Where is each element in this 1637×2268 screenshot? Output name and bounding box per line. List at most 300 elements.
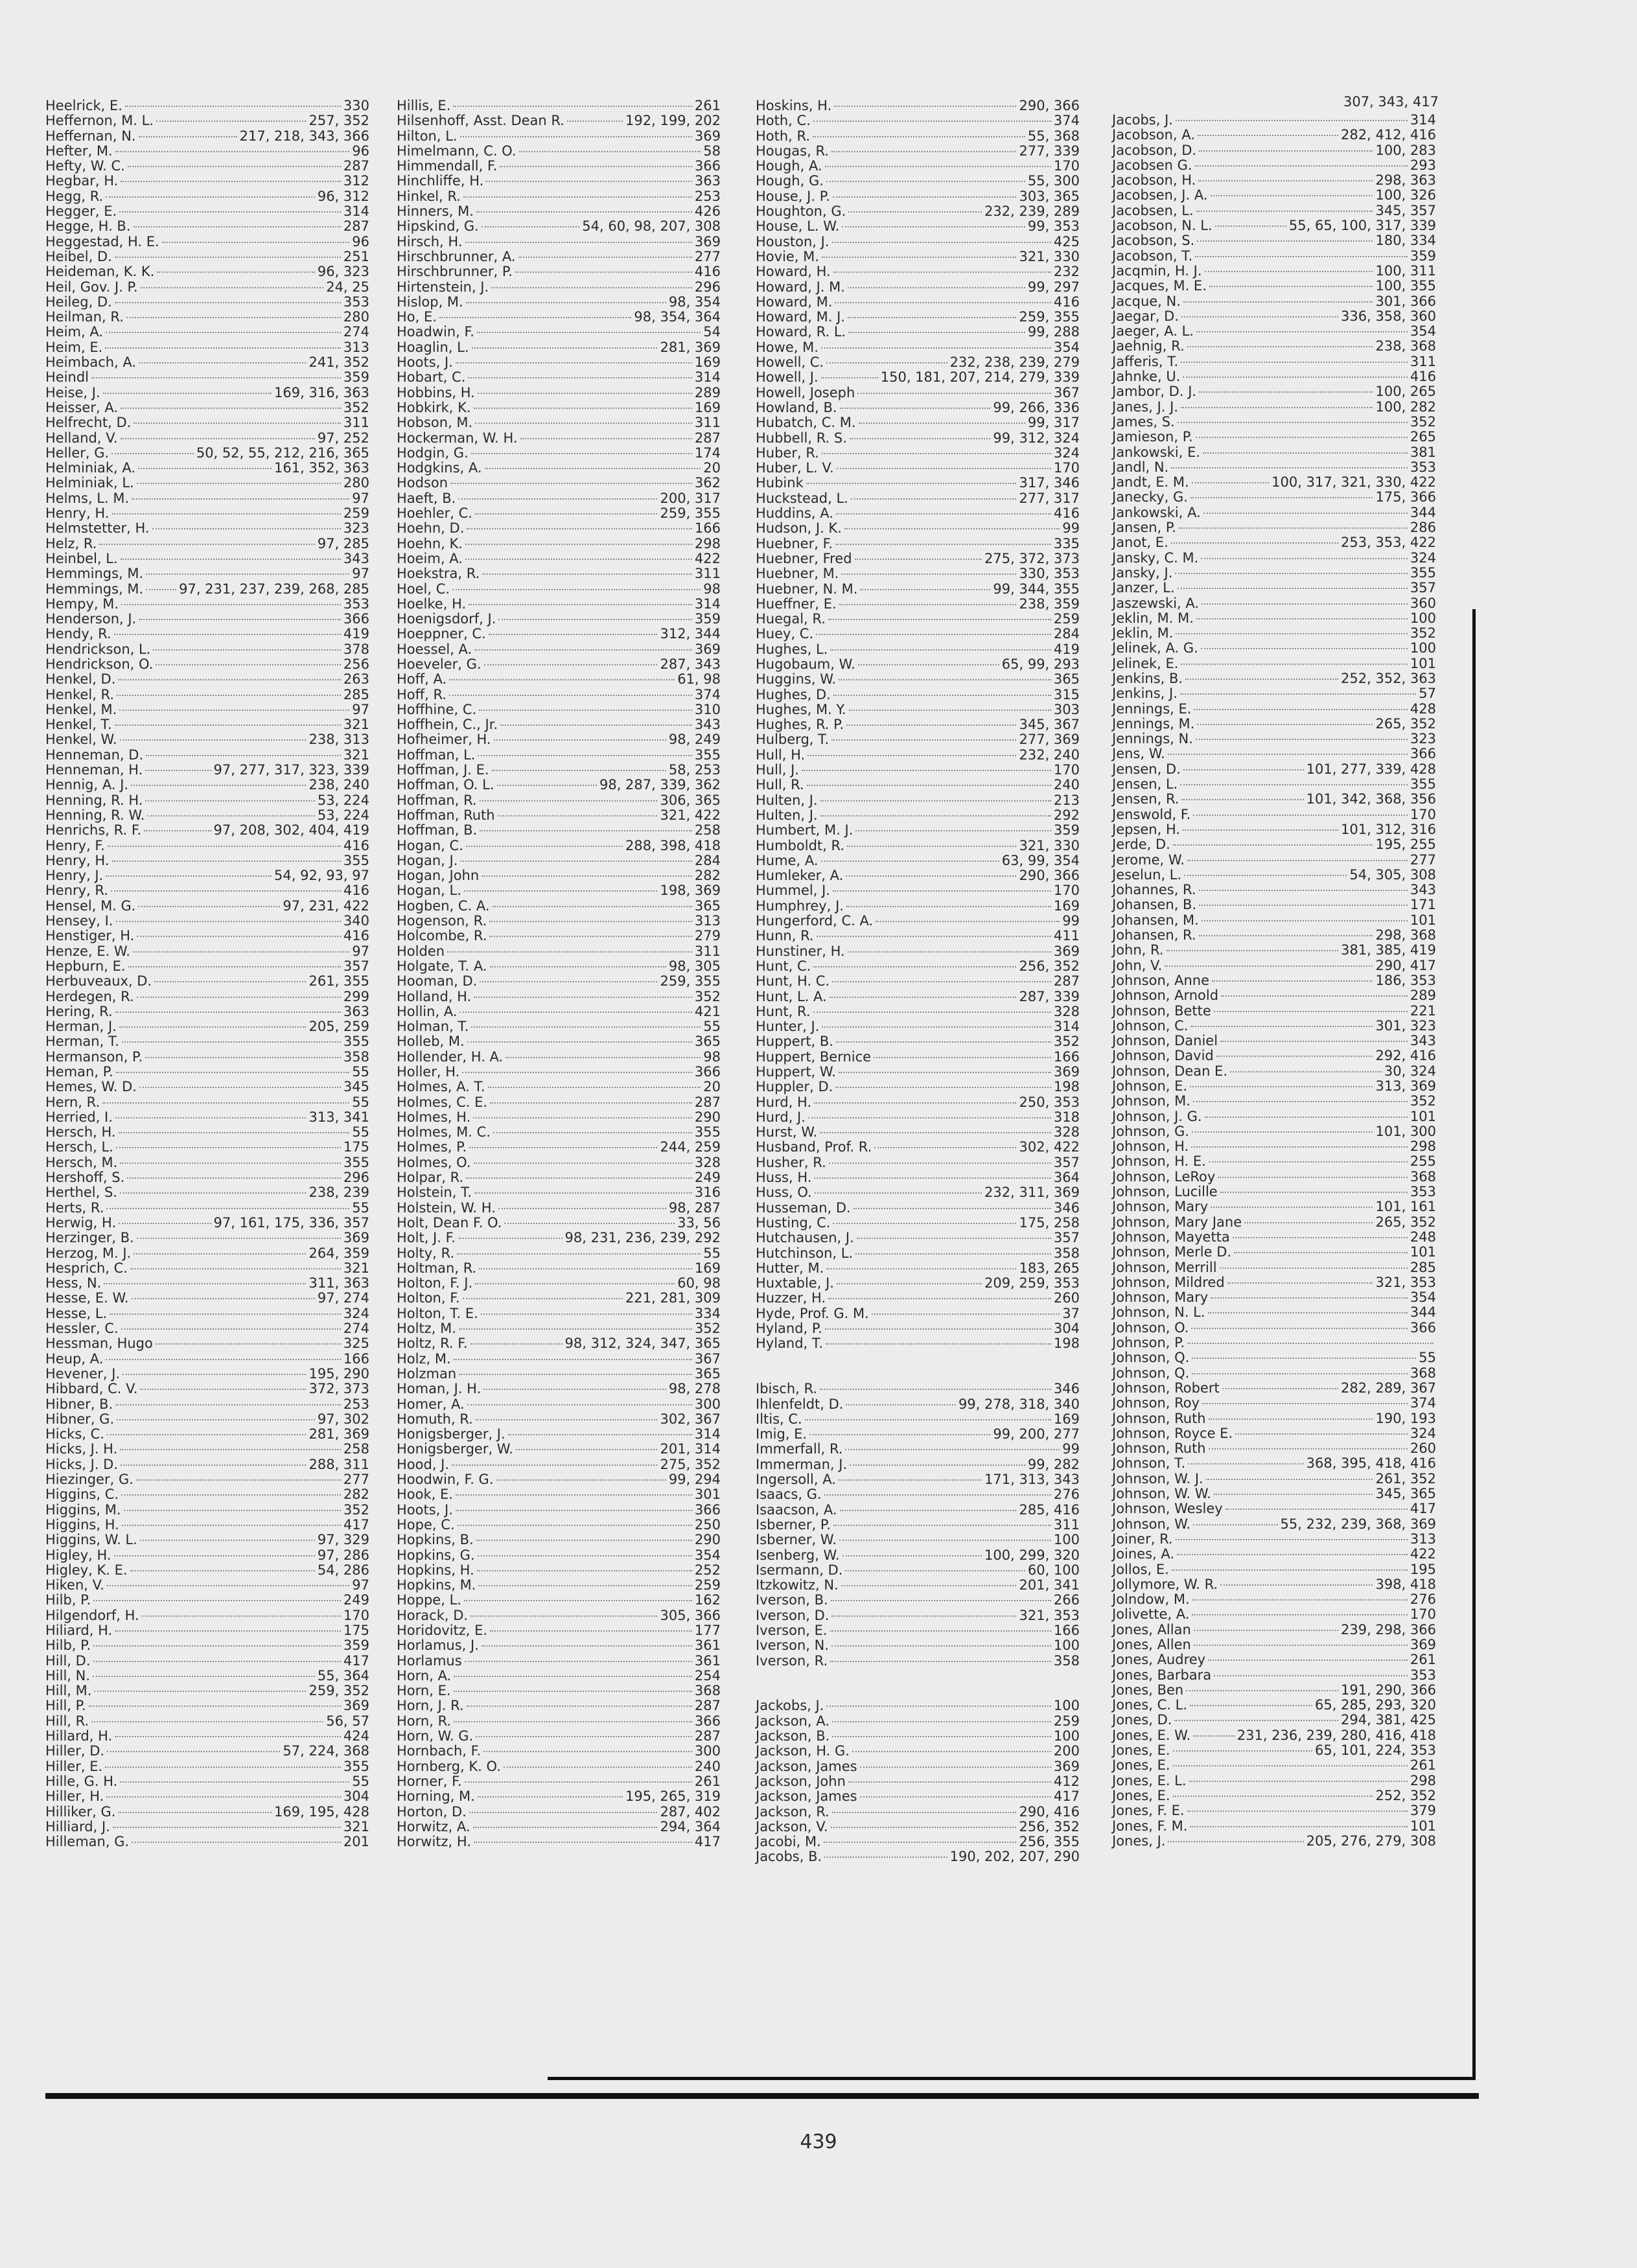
dot-leader [1202,920,1408,921]
dot-leader [464,890,658,892]
dot-leader [137,997,341,998]
entry-pages: 244, 259 [660,1139,721,1155]
entry-pages: 241, 352 [308,354,369,371]
entry-name: Johnson, J. G. [1112,1108,1202,1124]
index-entry [756,431,1080,446]
entry-pages: 365 [694,897,721,914]
entry-name: Hurd, H. [756,1094,812,1110]
index-entry [397,1261,721,1276]
entry-name: Helfrecht, D. [45,415,132,431]
entry-name: Howe, M. [756,339,818,355]
index-entry [45,219,369,234]
dot-leader [475,1283,675,1284]
entry-pages: 344 [1410,1304,1436,1321]
entry-pages: 328 [1053,1003,1080,1019]
index-entry [1112,1034,1436,1048]
index-entry [1112,1577,1436,1592]
entry-pages: 201, 341 [1019,1577,1080,1593]
index-entry [1112,1803,1436,1818]
entry-name: Herzog, M. J. [45,1245,132,1261]
entry-pages: 357 [1410,580,1436,596]
dot-leader [1194,1645,1408,1646]
entry-name: Ingersoll, A. [756,1472,836,1488]
entry-pages: 161, 352, 363 [274,460,369,476]
dot-leader [1192,1131,1373,1133]
dot-leader [470,1615,657,1617]
entry-name: Hodgin, G. [397,445,469,461]
index-entry [45,612,369,627]
entry-pages: 98 [703,581,721,597]
entry-pages: 99, 266, 336 [993,399,1080,415]
entry-name: Hougas, R. [756,143,829,159]
dot-leader [132,498,349,500]
index-entry [45,1140,369,1155]
dot-leader [93,1600,341,1601]
entry-name: Hinchliffe, H. [397,173,484,189]
entry-pages: 171 [1410,897,1436,913]
dot-leader [476,1736,692,1737]
entry-name: Helms, L. M. [45,490,130,506]
dot-leader [1193,1101,1408,1102]
index-entry [1112,868,1436,883]
entry-name: Himmendall, F. [397,158,498,174]
index-entry [1112,596,1436,611]
entry-name: Hutter, M. [756,1260,824,1276]
entry-pages: 314 [694,596,721,612]
dot-leader [115,1736,341,1737]
entry-name: Huebner, N. M. [756,581,858,597]
index-entry [397,264,721,279]
index-entry [1112,369,1436,384]
entry-pages: 97 [352,490,369,506]
dot-leader [146,589,176,590]
entry-name: Hegger, E. [45,203,117,220]
dot-leader [830,1661,1051,1662]
entry-pages: 419 [1053,641,1080,657]
index-entry [397,521,721,536]
entry-name: Huzzer, H. [756,1290,826,1306]
dot-leader [121,604,341,605]
entry-name: Holty, R. [397,1245,455,1261]
dot-leader [489,936,691,937]
entry-name: Jackson, James [756,1788,857,1805]
entry-pages: 261 [694,98,721,113]
dot-leader [1218,1177,1408,1178]
entry-pages: 292, 416 [1375,1048,1436,1064]
entry-name: Hunt, H. C. [756,973,830,989]
entry-pages: 398, 418 [1375,1576,1436,1592]
entry-pages: 313 [1410,1531,1436,1547]
index-entry [756,1442,1080,1457]
index-entry [45,1608,369,1623]
entry-pages: 232, 238, 239, 279 [949,354,1080,371]
entry-name: Hessman, Hugo [45,1336,153,1352]
entry-name: Jandt, E. M. [1112,474,1189,491]
dot-leader [830,997,1017,998]
dot-leader [504,1223,675,1224]
entry-pages: 277 [343,1472,369,1488]
index-entry [397,1503,721,1518]
index-entry [45,1729,369,1744]
entry-name: Jeselun, L. [1112,866,1182,883]
dot-leader [830,1630,1051,1632]
dot-leader [520,438,692,439]
entry-name: Jaegar, D. [1112,308,1179,324]
entry-pages: 366 [694,1713,721,1729]
dot-leader [467,1041,692,1043]
entry-pages: 294, 364 [660,1818,721,1834]
entry-name: Henkel, D. [45,671,116,688]
index-entry [1112,1834,1436,1849]
dot-leader [1244,1222,1373,1223]
entry-name: Horn, A. [397,1667,452,1684]
entry-name: Howard, M. [756,294,833,310]
index-entry [1112,1019,1436,1034]
dot-leader [1220,1267,1408,1269]
entry-pages: 293 [1410,157,1436,173]
entry-pages: 368 [1410,1365,1436,1381]
index-entry [397,748,721,763]
index-entry [1112,626,1436,641]
entry-name: Hurst, W. [756,1124,818,1140]
index-entry [756,1774,1080,1789]
dot-leader [831,1827,1017,1828]
index-entry [756,1231,1080,1245]
entry-pages: 175, 366 [1375,489,1436,505]
dot-leader [106,1208,349,1209]
entry-name: Hilsenhoff, Asst. Dean R. [397,113,564,129]
index-entry [45,1533,369,1547]
dot-leader [826,1343,1051,1345]
index-entry [45,98,369,113]
entry-pages: 369 [1410,1636,1436,1652]
entry-pages: 340 [343,913,369,929]
dot-leader [1181,316,1338,318]
dot-leader [813,966,1016,967]
entry-pages: 166 [1053,1622,1080,1638]
entry-name: Huebner, F. [756,535,833,551]
dot-leader [132,1298,315,1299]
dot-leader [122,1041,341,1043]
index-entry [756,355,1080,370]
index-entry [1112,1139,1436,1154]
dot-leader [831,1600,1051,1601]
entry-pages: 416 [343,883,369,899]
dot-leader [120,1192,306,1194]
dot-leader [479,1268,692,1269]
index-entry [756,1805,1080,1820]
index-entry [397,1382,721,1396]
index-entry [45,566,369,581]
index-entry [45,717,369,732]
entry-pages: 56, 57 [326,1713,369,1729]
dot-leader [505,1057,701,1058]
entry-pages: 306, 365 [660,792,721,808]
entry-pages: 312, 344 [660,626,721,642]
entry-pages: 287, 343 [660,656,721,672]
entry-name: Itzkowitz, N. [756,1577,839,1593]
index-entry [45,1669,369,1684]
entry-name: Holton, F. J. [397,1275,473,1291]
footer-rule [45,2093,1479,2099]
index-entry [756,1276,1080,1291]
dot-leader [106,875,272,877]
entry-pages: 100, 299, 320 [984,1547,1080,1563]
entry-pages: 412 [1053,1773,1080,1789]
entry-pages: 277, 317 [1019,490,1080,506]
dot-leader [860,1766,1051,1768]
dot-leader [1187,1343,1434,1344]
index-entry [756,944,1080,959]
dot-leader [832,1812,1017,1813]
entry-pages: 314 [694,369,721,386]
dot-leader [114,1555,315,1556]
entry-name: Husseman, D. [756,1199,851,1216]
entry-pages: 277, 339 [1019,143,1080,159]
dot-leader [1203,452,1408,454]
dot-leader [825,166,1051,167]
dot-leader [855,559,982,560]
entry-pages: 301, 323 [1375,1017,1436,1034]
dot-leader [855,830,1051,831]
index-entry [45,1698,369,1713]
entry-name: Hobkirk, K. [397,399,471,415]
index-entry [45,1759,369,1774]
entry-name: Helland, V. [45,430,118,446]
entry-pages: 290, 366 [1019,98,1080,113]
entry-pages: 231, 236, 239, 280, 416, 418 [1236,1727,1436,1743]
entry-pages: 61, 98 [677,671,721,688]
index-entry [397,476,721,491]
index-entry [1112,505,1436,520]
dot-leader [825,1328,1051,1330]
entry-pages: 274 [343,324,369,340]
index-entry [756,129,1080,144]
index-entry [1112,384,1436,399]
dot-leader [1187,860,1408,861]
index-entry [1112,339,1436,354]
entry-pages: 201, 314 [660,1441,721,1457]
dot-leader [1199,890,1408,891]
entry-pages: 100 [1410,640,1436,656]
entry-pages: 55, 368 [1027,128,1080,144]
entry-name: Jerome, W. [1112,851,1185,868]
dot-leader [474,1192,692,1194]
entry-pages: 261 [1410,1757,1436,1774]
entry-pages: 55 [352,1064,369,1080]
entry-name: Hyland, P. [756,1321,822,1337]
entry-pages: 100, 355 [1375,278,1436,294]
entry-pages: 374 [694,686,721,702]
index-entry [45,1382,369,1396]
index-entry [756,1654,1080,1669]
entry-pages: 358 [343,1048,369,1065]
index-entry [397,98,721,113]
entry-pages: 304 [1053,1321,1080,1337]
entry-pages: 251 [343,248,369,264]
dot-leader [837,468,1051,469]
entry-name: Hibbard, C. V. [45,1381,138,1397]
entry-pages: 366 [694,1501,721,1518]
dot-leader [116,1072,350,1073]
index-entry [756,612,1080,627]
entry-pages: 57 [1419,686,1436,702]
entry-pages: 209, 259, 353 [984,1275,1080,1291]
dot-leader [478,1796,623,1798]
index-entry [397,1110,721,1125]
entry-pages: 352 [694,1321,721,1337]
dot-leader [107,1751,280,1752]
dot-leader [496,1479,666,1481]
index-entry [45,1820,369,1834]
index-entry [1112,1758,1436,1773]
entry-pages: 323 [1410,731,1436,747]
entry-pages: 98, 231, 236, 239, 292 [564,1230,721,1246]
entry-pages: 249 [694,1170,721,1186]
entry-name: Jacobsen G. [1112,157,1192,173]
entry-name: Joiner, R. [1112,1531,1173,1547]
entry-pages: 259, 355 [660,973,721,989]
entry-name: Herman, T. [45,1034,119,1050]
index-entry [45,1427,369,1442]
entry-pages: 298 [1410,1772,1436,1788]
entry-pages: 261, 355 [308,973,369,989]
entry-name: Heise, J. [45,384,100,400]
entry-pages: 366 [1410,746,1436,762]
entry-name: Horn, E. [397,1683,451,1699]
entry-name: Jacobson, D. [1112,142,1197,158]
entry-pages: 426 [694,203,721,220]
index-entry [1112,656,1436,671]
entry-pages: 213 [1053,792,1080,808]
entry-name: Hemmings, M. [45,566,144,582]
entry-name: Hoekstra, R. [397,566,480,582]
entry-pages: 248 [1410,1229,1436,1245]
index-entry [1112,535,1436,550]
entry-name: Hogan, J. [397,852,458,868]
dot-leader [121,438,315,439]
entry-pages: 261 [694,1773,721,1789]
dot-leader [846,724,1016,726]
dot-leader [1190,1826,1407,1827]
index-entry [45,506,369,521]
entry-pages: 285, 416 [1019,1501,1080,1518]
entry-name: Johnson, W. W. [1112,1486,1211,1502]
dot-leader [115,1012,341,1013]
entry-name: Hoffman, L. [397,746,476,763]
entry-pages: 416 [1053,294,1080,310]
dot-leader [456,1510,692,1511]
dot-leader [93,1645,341,1647]
entry-name: Hughes, R. P. [756,717,844,733]
entry-pages: 280 [343,475,369,491]
entry-name: Hesprich, C. [45,1260,128,1276]
dot-leader [1181,407,1373,408]
index-entry [756,1261,1080,1276]
dot-leader [1220,1584,1373,1586]
entry-name: Hibner, B. [45,1396,113,1412]
index-entry [1112,551,1436,566]
dot-leader [458,1525,692,1526]
entry-name: Hugobaum, W. [756,656,855,672]
entry-name: Holzman [397,1365,457,1382]
entry-name: Henkel, R. [45,686,115,702]
dot-leader [119,710,349,711]
entry-name: Hicks, C. [45,1426,104,1442]
entry-pages: 355 [1410,776,1436,793]
entry-name: Hunn, R. [756,928,814,944]
entry-name: Jaeger, A. L. [1112,323,1194,340]
entry-name: Hogan, John [397,868,480,884]
dot-leader [157,272,314,273]
entry-name: Holtz, R. F. [397,1336,468,1352]
entry-pages: 345, 357 [1375,202,1436,218]
entry-pages: 238, 239 [308,1185,369,1201]
dot-leader [91,1721,323,1722]
entry-pages: 175 [343,1622,369,1638]
entry-name: Heim, A. [45,324,104,340]
entry-name: Johnson, Mildred [1112,1274,1225,1290]
dot-leader [849,710,1051,711]
dot-leader [115,724,341,726]
entry-name: Jones, E. [1112,1742,1170,1759]
entry-pages: 170 [1410,806,1436,822]
index-entry [756,1216,1080,1231]
index-entry [756,1427,1080,1442]
entry-pages: 321 [343,1260,369,1276]
entry-pages: 98, 287 [668,1199,721,1216]
entry-name: Johnson, Royce E. [1112,1425,1233,1441]
dot-leader [480,800,658,802]
entry-name: Heffernan, N. [45,128,136,144]
dot-leader [824,1842,1017,1843]
entry-pages: 416 [1410,369,1436,385]
entry-pages: 358 [1053,1245,1080,1261]
dot-leader [832,242,1051,243]
entry-pages: 60, 100 [1027,1562,1080,1578]
index-entry [45,1805,369,1820]
entry-name: Jensen, R. [1112,791,1179,807]
entry-pages: 166 [694,520,721,537]
entry-pages: 369 [1053,1064,1080,1080]
entry-pages: 169, 195, 428 [274,1803,369,1820]
entry-pages: 256, 355 [1019,1834,1080,1850]
entry-name: Homuth, R. [397,1411,473,1427]
dot-leader [842,1555,982,1556]
entry-pages: 150, 181, 207, 214, 279, 339 [880,369,1080,386]
dot-leader [1220,1192,1408,1193]
index-entry [397,1805,721,1820]
entry-name: Henning, R. H. [45,792,143,808]
entry-pages: 238, 240 [308,777,369,793]
dot-leader [476,211,692,213]
entry-pages: 254 [694,1667,721,1684]
index-entry [397,1518,721,1533]
entry-name: Johnson, C. [1112,1017,1189,1034]
entry-name: Holton, T. E. [397,1305,478,1321]
entry-pages: 367 [694,1350,721,1367]
dot-leader [1176,633,1408,634]
entry-name: Jacobi, M. [756,1834,821,1850]
dot-leader [841,573,1016,575]
entry-pages: 352 [1410,1093,1436,1109]
dot-leader [1193,815,1408,816]
dot-leader [1196,331,1408,332]
dot-leader [482,226,579,227]
index-entry [1112,1637,1436,1652]
dot-leader [1198,135,1338,136]
index-entry [45,597,369,612]
